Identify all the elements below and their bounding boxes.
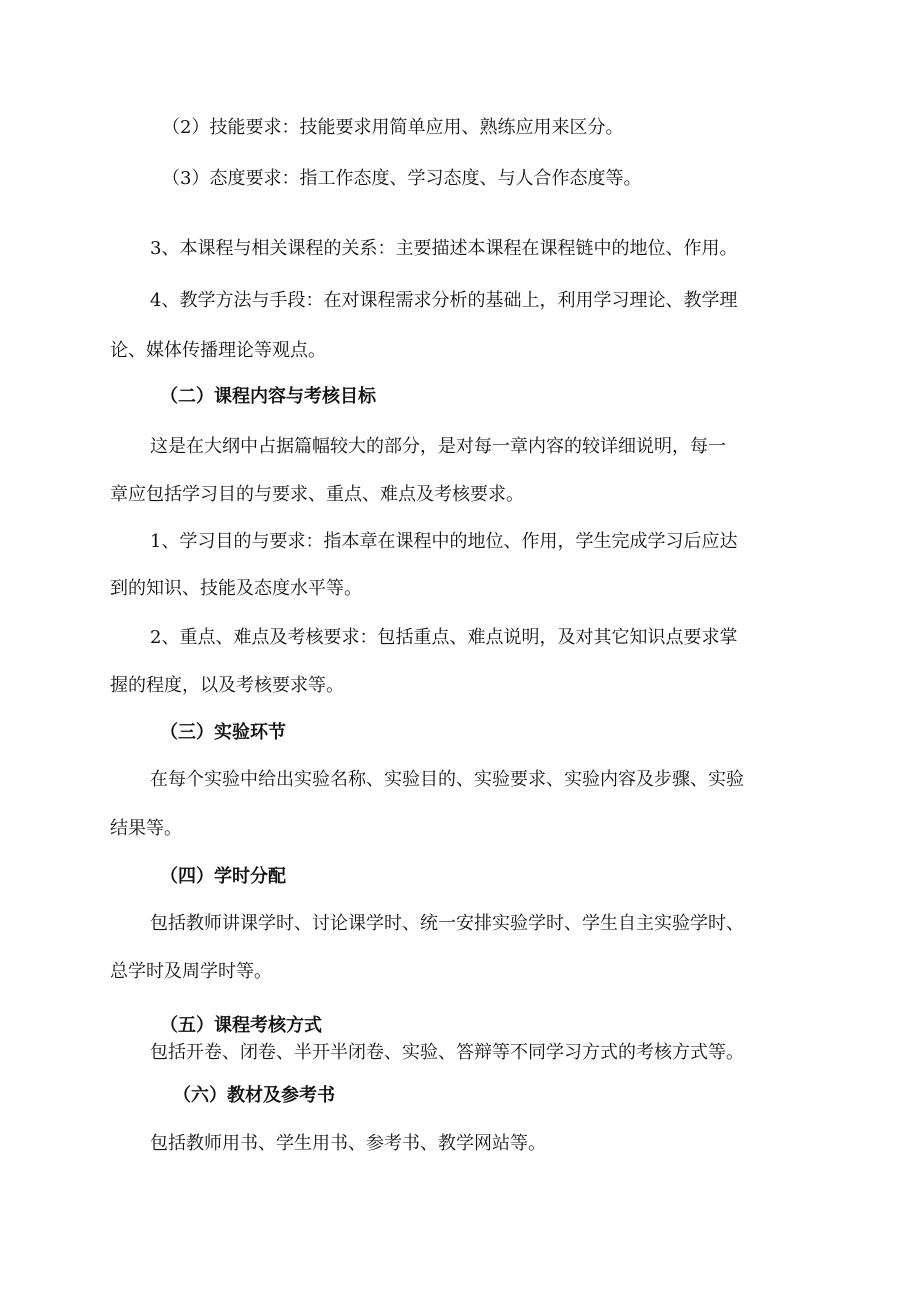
section-heading-content-objectives: （二）课程内容与考核目标 <box>160 386 376 407</box>
item-skill-requirement: （2）技能要求：技能要求用简单应用、熟练应用来区分。 <box>162 117 624 138</box>
section4-body-line1: 包括教师讲课学时、讨论课学时、统一安排实验学时、学生自主实验学时、 <box>150 913 744 934</box>
section3-body-line1: 在每个实验中给出实验名称、实验目的、实验要求、实验内容及步骤、实验 <box>150 769 744 790</box>
item-attitude-requirement: （3）态度要求：指工作态度、学习态度、与人合作态度等。 <box>162 168 642 189</box>
section2-point1-line1: 1、学习目的与要求：指本章在课程中的地位、作用，学生完成学习后应达 <box>150 531 738 552</box>
section5-body: 包括开卷、闭卷、半开半闭卷、实验、答辩等不同学习方式的考核方式等。 <box>150 1042 744 1063</box>
point-course-relation: 3、本课程与相关课程的关系：主要描述本课程在课程链中的地位、作用。 <box>150 238 738 259</box>
section-heading-hours: （四）学时分配 <box>160 866 286 887</box>
section3-body-line2: 结果等。 <box>110 818 182 839</box>
section2-intro-line1: 这是在大纲中占据篇幅较大的部分，是对每一章内容的较详细说明，每一 <box>150 436 726 457</box>
section2-intro-line2: 章应包括学习目的与要求、重点、难点及考核要求。 <box>110 484 524 505</box>
section-heading-assessment: （五）课程考核方式 <box>160 1015 322 1036</box>
point-teaching-methods-line1: 4、教学方法与手段：在对课程需求分析的基础上，利用学习理论、教学理 <box>150 290 738 311</box>
point-teaching-methods-line2: 论、媒体传播理论等观点。 <box>110 340 326 361</box>
section-heading-textbooks: （六）教材及参考书 <box>173 1085 335 1106</box>
section2-point2-line1: 2、重点、难点及考核要求：包括重点、难点说明，及对其它知识点要求掌 <box>150 627 738 648</box>
section2-point1-line2: 到的知识、技能及态度水平等。 <box>110 578 362 599</box>
section-heading-experiments: （三）实验环节 <box>160 722 286 743</box>
section6-body: 包括教师用书、学生用书、参考书、教学网站等。 <box>150 1133 546 1154</box>
section2-point2-line2: 握的程度，以及考核要求等。 <box>110 675 344 696</box>
section4-body-line2: 总学时及周学时等。 <box>110 961 272 982</box>
